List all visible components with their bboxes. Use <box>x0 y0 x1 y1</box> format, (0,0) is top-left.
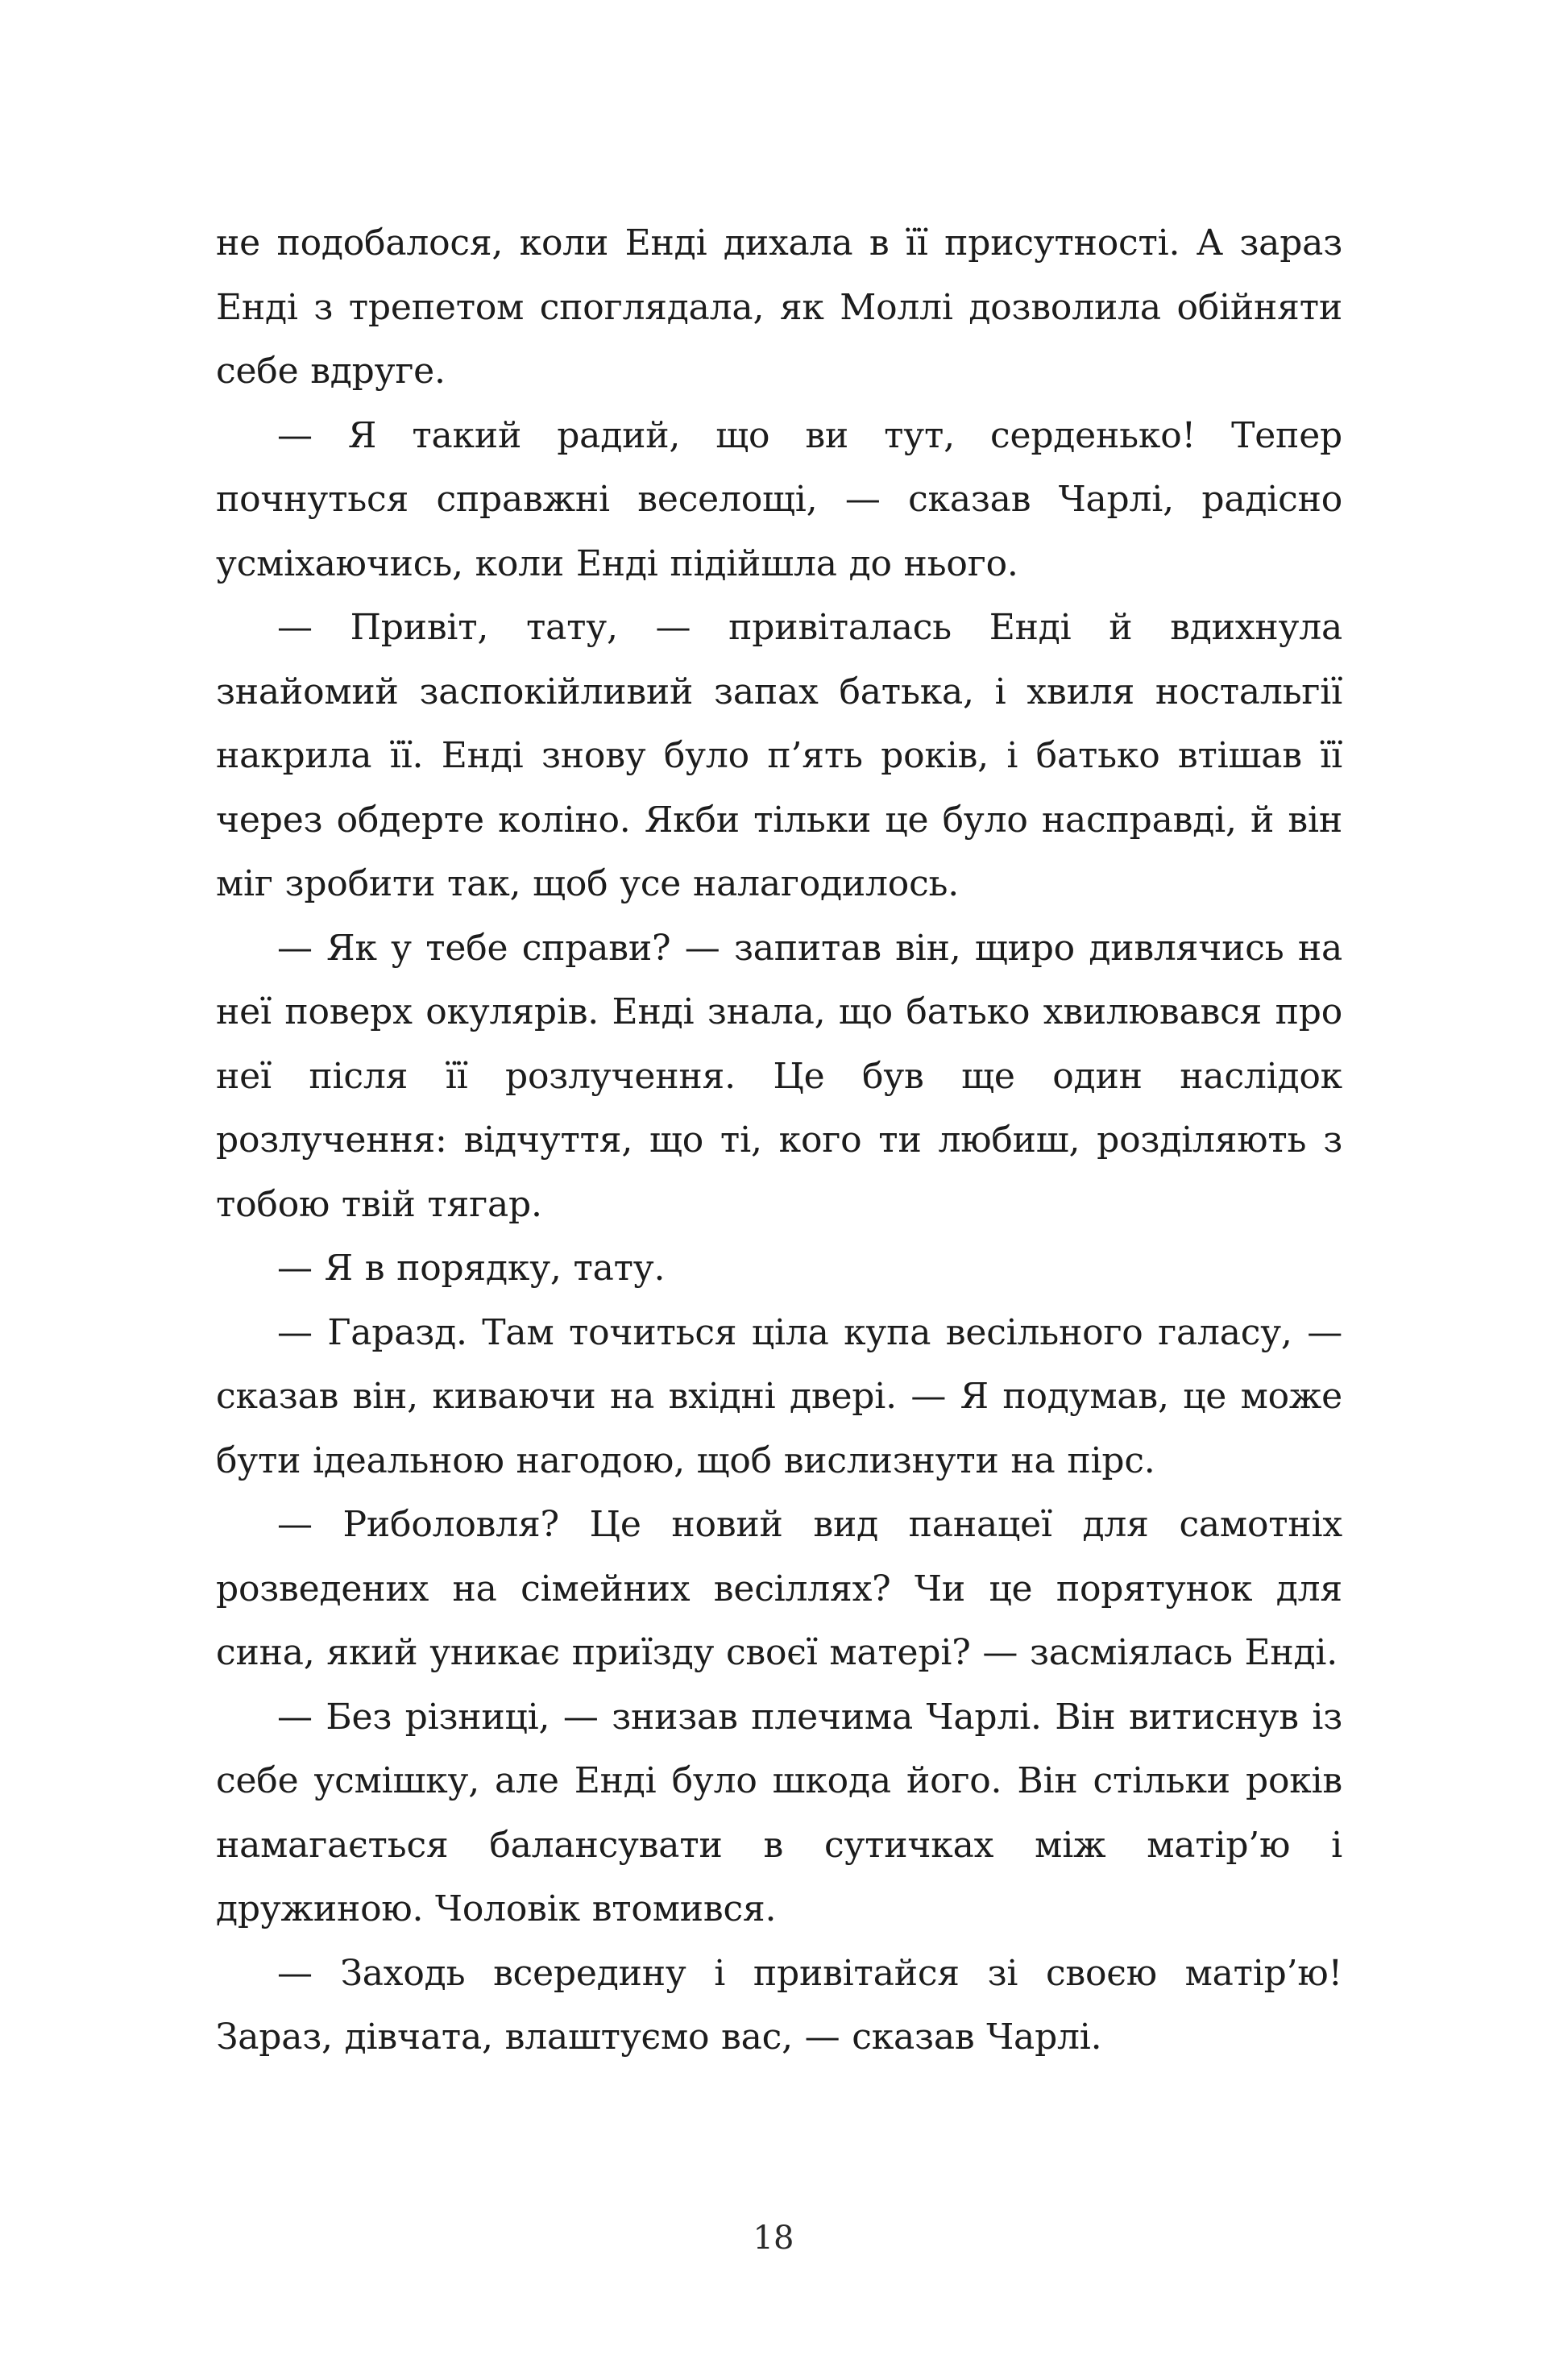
paragraph-dialogue: — Я такий радий, що ви тут, серденько! Тепер почнуться справжні веселощі, — сказав Чарлі, радісно усміхаючись, коли Енді підійшла до нього. <box>216 414 1342 584</box>
paragraph-dialogue: — Без різниці, — знизав плечима Чарлі. Він витиснув із себе усмішку, але Енді було шкода його. Він стільки років намагається балансувати в сутичках між матір’ю і дружиною. Чоловік втомився. <box>216 1696 1342 1929</box>
paragraph-dialogue: — Заходь всередину і привітайся зі своєю матір’ю! Зараз, дівчата, влаштуємо вас, — сказав Чарлі. <box>216 1952 1342 2058</box>
paragraph: не подобалося, коли Енді дихала в її присутності. А зараз Енді з трепетом споглядала, як Моллі дозволила обійняти себе вдруге. <box>216 222 1342 392</box>
paragraph-dialogue: — Як у тебе справи? — запитав він, щиро дивлячись на неї поверх окулярів. Енді знала, що батько хвилювався про неї після її розлучення. Це був ще один наслідок розлучення: відчуття, що ті, кого ти любиш, розділяють з тобою твій тягар. <box>216 927 1342 1225</box>
paragraph-dialogue: — Я в порядку, тату. <box>277 1248 666 1289</box>
paragraph-dialogue: — Гаразд. Там точиться ціла купа весільного галасу, — сказав він, киваючи на вхідні двері. — Я подумав, це може бути ідеальною нагодою, щоб вислизнути на пірс. <box>216 1311 1342 1481</box>
page-number: 18 <box>753 2220 794 2257</box>
paragraph-dialogue: — Привіт, тату, — привіталась Енді й вдихнула знайомий заспокійливий запах батька, і хвиля ностальгії накрила її. Енді знову було п’ять років, і батько втішав її через обдерте коліно. Якби тільки це було насправді, й він міг зробити так, щоб усе налагодилось. <box>216 607 1342 904</box>
page-body <box>216 211 1342 2070</box>
paragraph-dialogue: — Риболовля? Це новий вид панацеї для самотніх розведених на сімейних весіллях? Чи це порятунок для сина, який уникає приїзду своєї матері? — засміялась Енді. <box>216 1504 1342 1673</box>
